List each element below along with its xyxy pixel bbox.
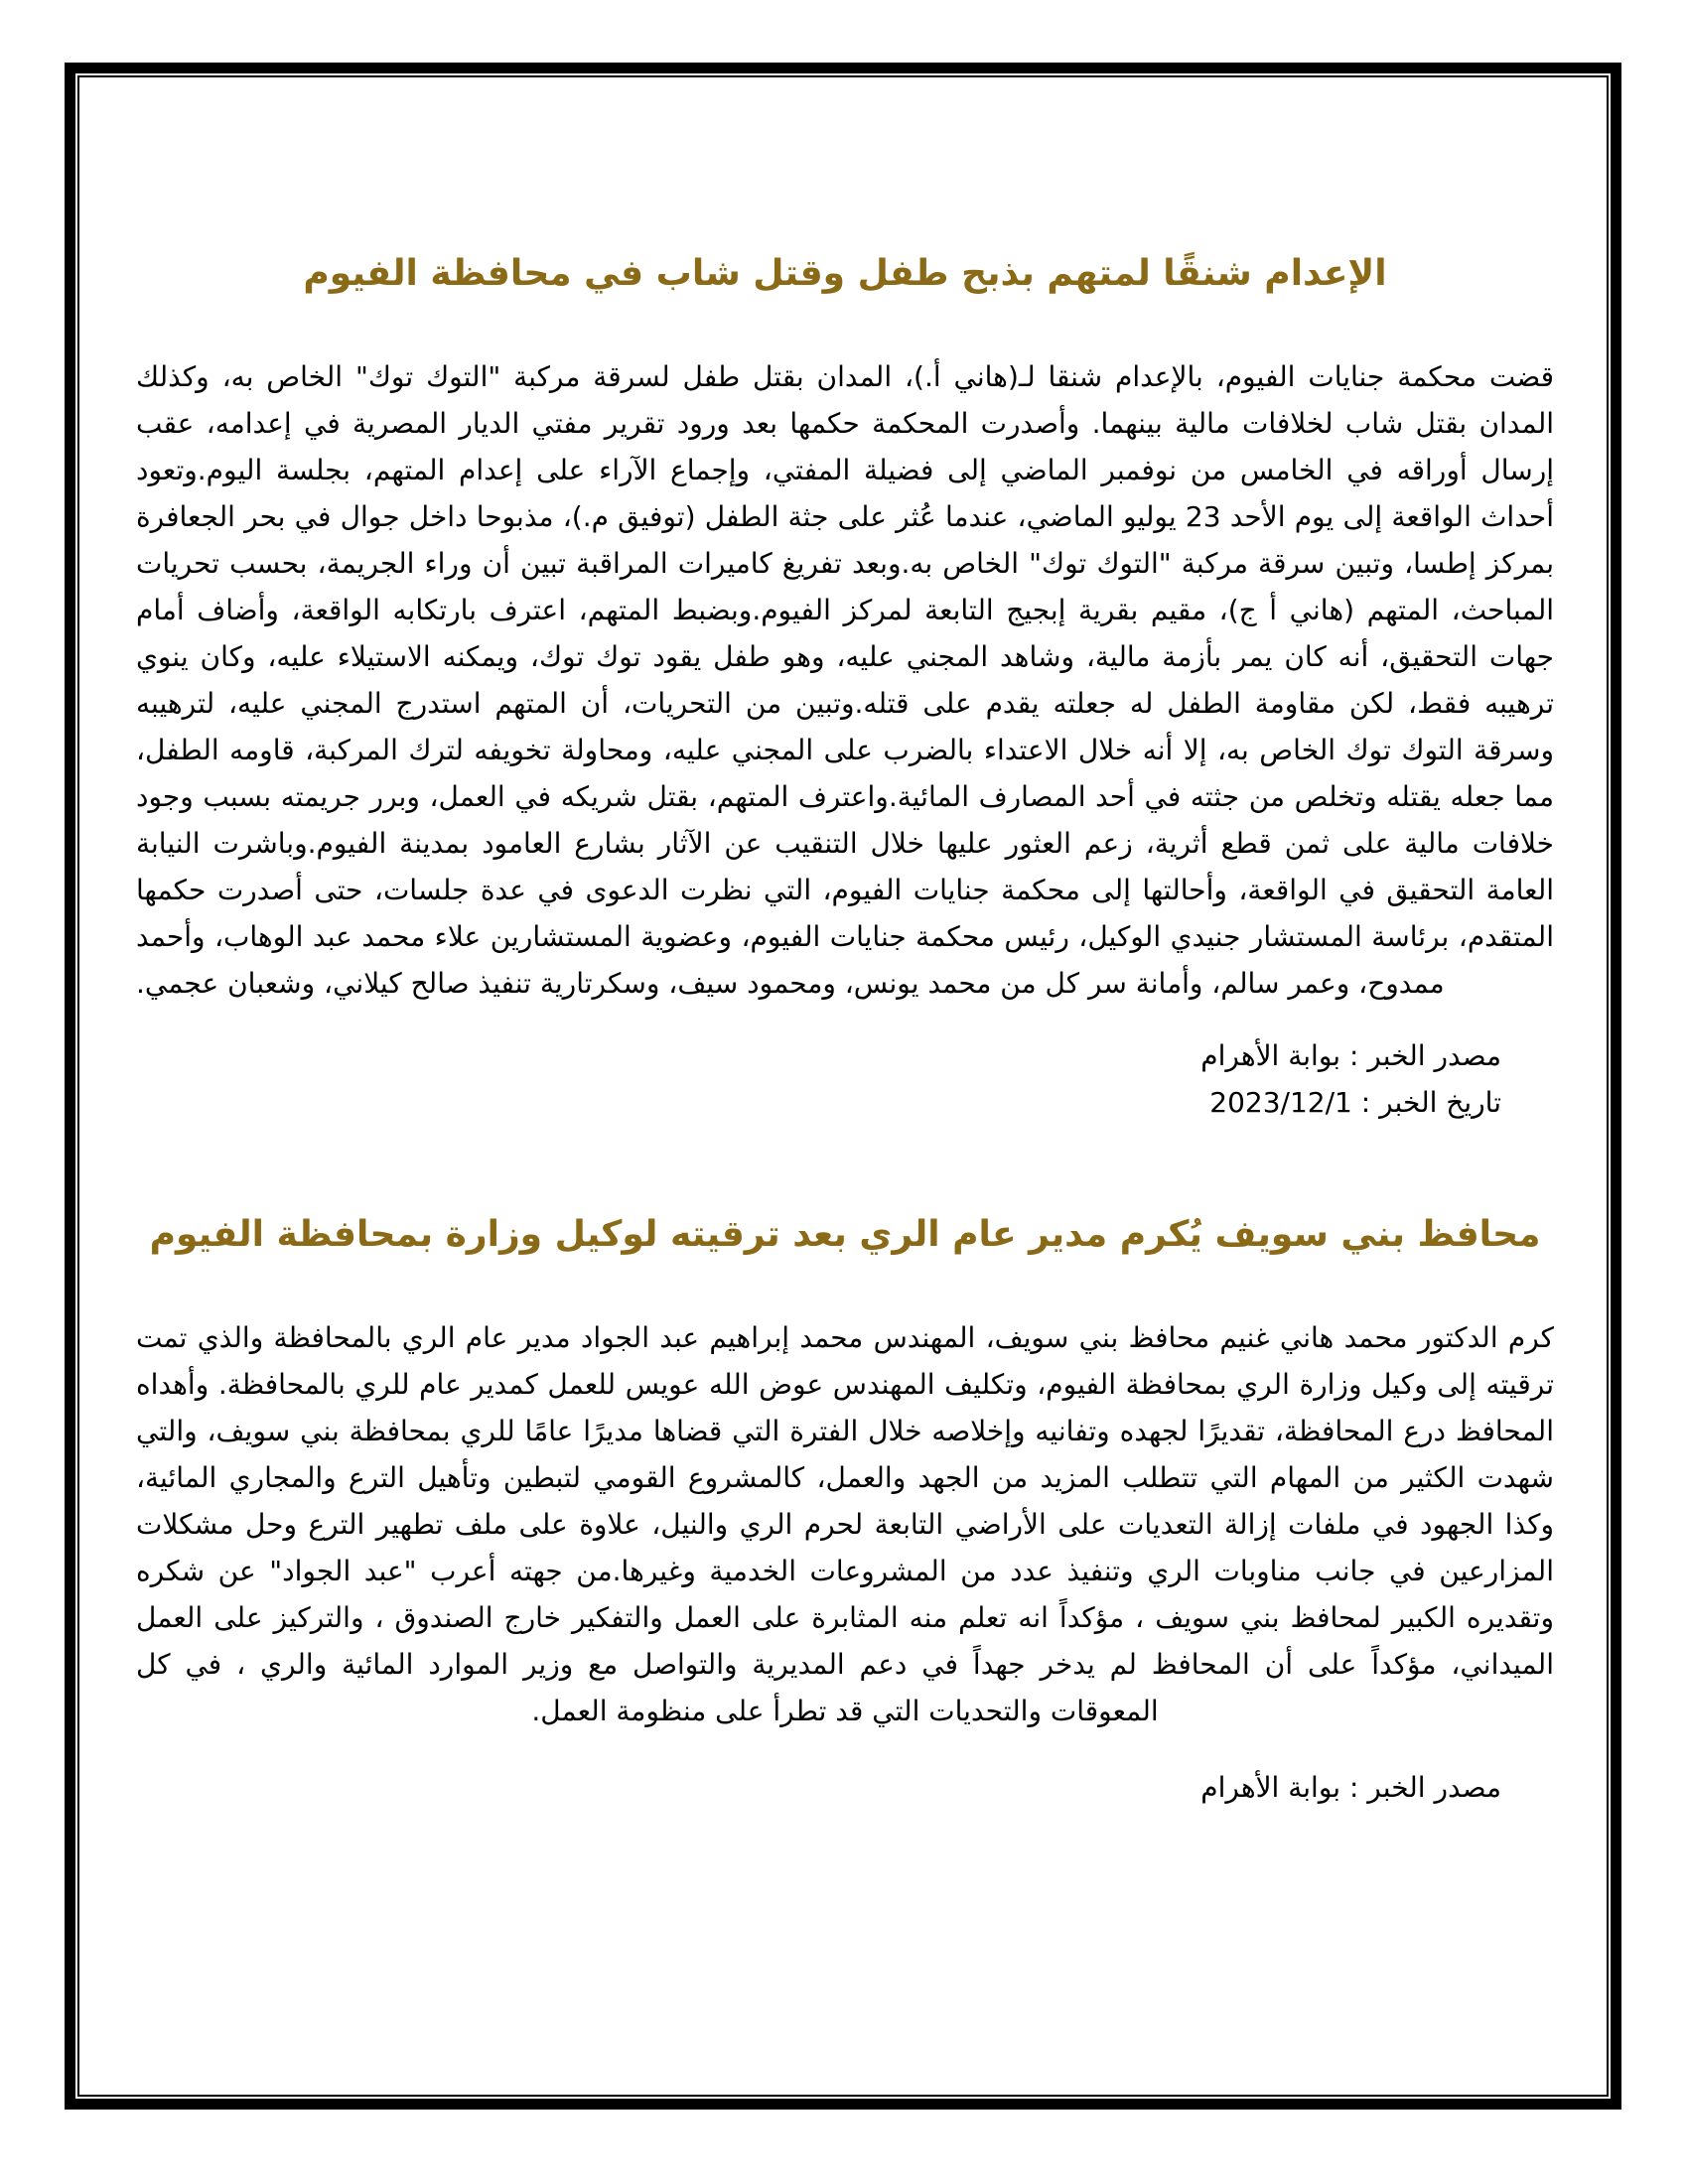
article-1-source: مصدر الخبر : بوابة الأهرام bbox=[1200, 1038, 1501, 1072]
article-1-title: الإعدام شنقًا لمتهم بذبح طفل وقتل شاب في محافظة الفيوم bbox=[303, 253, 1387, 294]
article-1-source-block bbox=[136, 1032, 1501, 1126]
article-1 bbox=[136, 246, 1554, 1126]
page-content bbox=[136, 77, 1554, 1811]
article-1-body: قضت محكمة جنايات الفيوم، بالإعدام شنقا لـ(هاني أ.)، المدان بقتل طفل لسرقة مركبة "التوك توك" الخاص به، وكذلك المدان بقتل شاب لخلافات مالية بينهما. وأصدرت المحكمة حكمها بعد ورود تقرير مفتي الديار المصرية في إعدامه، عقب إرسال أوراقه في الخامس من نوفمبر الماضي إلى فضيلة المفتي، وإجماع الآراء على إعدام المتهم، بجلسة اليوم.وتعود أحداث الواقعة إلى يوم الأحد 23 يوليو الماضي، عندما عُثر على جثة الطفل (توفيق م.)، مذبوحا داخل جوال في بحر الجعافرة بمركز إطسا، وتبين سرقة مركبة "التوك توك" الخاص به.وبعد تفريغ كاميرات المراقبة تبين أن وراء الجريمة، بحسب تحريات المباحث، المتهم (هاني أ ج)، مقيم بقرية إبجيج التابعة لمركز الفيوم.وبضبط المتهم، اعترف بارتكابه الواقعة، وأضاف أمام جهات التحقيق، أنه كان يمر بأزمة مالية، وشاهد المجني عليه، وهو طفل يقود توك توك، ويمكنه الاستيلاء عليه، وكان ينوي ترهيبه فقط، لكن مقاومة الطفل له جعلته يقدم على قتله.وتبين من التحريات، أن المتهم استدرج المجني عليه، لترهيبه وسرقة التوك توك الخاص به، إلا أنه خلال الاعتداء بالضرب على المجني عليه، ومحاولة تخويفه لترك المركبة، قاومه الطفل، مما جعله يقتله وتخلص من جثته في أحد المصارف المائية.واعترف المتهم، بقتل شريكه في العمل، وبرر جريمته بسبب وجود خلافات مالية على ثمن قطع أثرية، زعم العثور عليها خلال التنقيب عن الآثار بشارع العامود بمدينة الفيوم.وباشرت النيابة العامة التحقيق في الواقعة، وأحالتها إلى محكمة جنايات الفيوم، التي نظرت الدعوى في عدة جلسات، حتى أصدرت حكمها المتقدم، برئاسة المستشار جنيدي الوكيل، رئيس محكمة جنايات الفيوم، وعضوية المستشارين علاء محمد عبد الوهاب، وأحمد ممدوح، وعمر سالم، وأمانة سر كل من محمد يونس، ومحمود سيف، وسكرتارية تنفيذ صالح كيلاني، وشعبان عجمي. bbox=[136, 359, 1554, 1000]
article-2-body: كرم الدكتور محمد هاني غنيم محافظ بني سويف، المهندس محمد إبراهيم عبد الجواد مدير عام الري بالمحافظة والذي تمت ترقيته إلى وكيل وزارة الري بمحافظة الفيوم، وتكليف المهندس عوض الله عويس للعمل كمدير عام للري بالمحافظة. وأهداه المحافظ درع المحافظة، تقديرًا لجهده وتفانيه وإخلاصه خلال الفترة التي قضاها مديرًا عامًا للري بمحافظة بني سويف، والتي شهدت الكثير من المهام التي تتطلب المزيد من الجهد والعمل، كالمشروع القومي لتبطين وتأهيل الترع والمجاري المائية، وكذا الجهود في ملفات إزالة التعديات على الأراضي التابعة لحرم الري والنيل، علاوة على ملف تطهير الترع وحل مشكلات المزارعين في جانب مناوبات الري وتنفيذ عدد من المشروعات الخدمية وغيرها.من جهته أعرب "عبد الجواد" عن شكره وتقديره الكبير لمحافظ بني سويف ، مؤكداً انه تعلم منه المثابرة على العمل والتفكير خارج الصندوق ، والتركيز على العمل الميداني، مؤكداً على أن المحافظ لم يدخر جهداً في دعم المديرية والتواصل مع وزير الموارد المائية والري ، في كل المعوقات والتحديات التي قد تطرأ على منظومة العمل. bbox=[136, 1320, 1554, 1727]
article-2-source: مصدر الخبر : بوابة الأهرام bbox=[1200, 1770, 1501, 1804]
article-1-date: تاريخ الخبر : 2023/12/1 bbox=[1209, 1085, 1501, 1119]
article-2-source-block bbox=[136, 1764, 1501, 1811]
article-2 bbox=[136, 1207, 1554, 1811]
article-2-title: محافظ بني سويف يُكرم مدير عام الري بعد ترقيته لوكيل وزارة بمحافظة الفيوم bbox=[149, 1213, 1541, 1255]
